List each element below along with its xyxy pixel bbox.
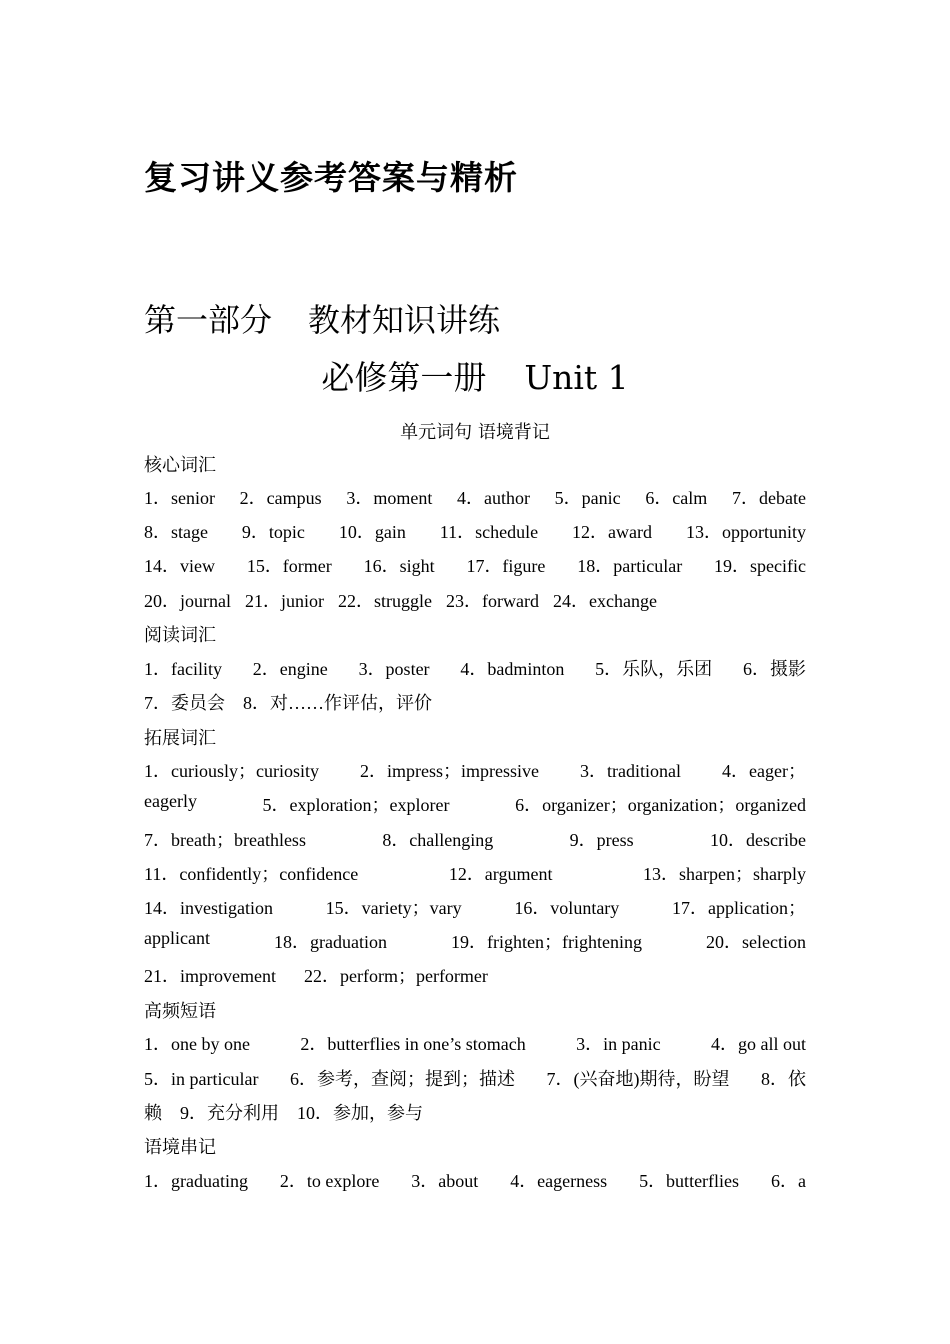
- reading-line-1: [144, 655, 806, 681]
- list-item: 10．gain: [338, 522, 406, 542]
- list-item: 6．摄影: [742, 659, 806, 679]
- list-item: 4．author: [457, 488, 530, 508]
- extended-line-6: [144, 928, 806, 954]
- list-item: 22．struggle: [338, 591, 432, 611]
- book-name: 必修第一册: [321, 358, 487, 397]
- section-subtitle: 单元词句 语境背记: [400, 422, 550, 443]
- list-item: 10．参加，参与: [297, 1103, 423, 1123]
- list-item: 2．engine: [252, 659, 328, 679]
- list-item: 2．impress；impressive: [360, 761, 539, 781]
- list-item: 16．voluntary: [514, 898, 620, 918]
- list-item: 7．委员会: [144, 693, 225, 713]
- list-item: 3．about: [411, 1171, 479, 1191]
- list-item: 14．view: [144, 556, 215, 576]
- list-item: 赖: [144, 1103, 162, 1123]
- phrases-line-3: [144, 1099, 806, 1125]
- list-item: 3．in panic: [576, 1034, 661, 1054]
- list-item: 1．graduating: [144, 1171, 248, 1191]
- list-item: 19．frighten；frightening: [451, 932, 642, 952]
- book-title: [0, 352, 950, 399]
- part-label: 第一部分: [144, 301, 273, 339]
- list-item: 18．graduation: [274, 932, 387, 952]
- list-item: 17．figure: [466, 556, 546, 576]
- phrases-line-2: [144, 1065, 806, 1091]
- part-title: [144, 295, 500, 341]
- list-item: 8．stage: [144, 522, 208, 542]
- list-item: 13．sharpen；sharply: [643, 864, 806, 884]
- list-item: 20．selection: [705, 932, 806, 952]
- list-item: 10．describe: [710, 830, 806, 850]
- list-item: 21．junior: [245, 591, 324, 611]
- extended-line-1: [144, 757, 806, 783]
- context-line-1: [144, 1167, 806, 1193]
- context-heading: 语境串记: [144, 1137, 216, 1158]
- list-item: 8．对……作评估，评价: [243, 693, 432, 713]
- reading-line-2: [144, 689, 806, 715]
- list-item: 1．senior: [144, 488, 215, 508]
- list-item: 6．organizer；organization；organized: [515, 795, 806, 815]
- list-item: 4．go all out: [710, 1034, 806, 1054]
- list-item: 2．to explore: [279, 1171, 380, 1191]
- list-item: 12．award: [572, 522, 653, 542]
- core-line-4: [144, 587, 806, 613]
- extended-line-2: [144, 791, 806, 817]
- list-item: 5．乐队，乐团: [595, 659, 713, 679]
- core-vocabulary-heading: 核心词汇: [144, 455, 216, 476]
- extended-line-7: [144, 962, 806, 988]
- list-item: 1．curiously；curiosity: [144, 761, 319, 781]
- list-item: eagerly: [144, 791, 197, 811]
- list-item: 6．参考，查阅；提到；描述: [289, 1069, 515, 1089]
- list-item: 15．former: [246, 556, 332, 576]
- list-item: 5．in particular: [144, 1069, 259, 1089]
- list-item: 4．eagerness: [510, 1171, 608, 1191]
- list-item: 7．(兴奋地)期待，盼望: [546, 1069, 730, 1089]
- list-item: 22．perform；performer: [303, 966, 488, 986]
- list-item: 15．variety；vary: [325, 898, 462, 918]
- list-item: 11．confidently；confidence: [144, 864, 359, 884]
- list-item: 16．sight: [363, 556, 435, 576]
- list-item: 2．campus: [239, 488, 322, 508]
- phrases-line-1: [144, 1030, 806, 1056]
- list-item: 17．application；: [671, 898, 806, 918]
- list-item: 7．debate: [731, 488, 806, 508]
- list-item: 18．particular: [577, 556, 683, 576]
- list-item: 2．butterflies in one’s stomach: [300, 1034, 526, 1054]
- list-item: 5．butterflies: [639, 1171, 740, 1191]
- list-item: 3．moment: [346, 488, 433, 508]
- list-item: 6．calm: [645, 488, 708, 508]
- reading-vocabulary-heading: 阅读词汇: [144, 625, 216, 646]
- core-line-2: [144, 518, 806, 544]
- list-item: 14．investigation: [144, 898, 273, 918]
- list-item: 23．forward: [446, 591, 539, 611]
- list-item: 8．challenging: [382, 830, 494, 850]
- document-title: 复习讲义参考答案与精析: [144, 158, 518, 197]
- list-item: 13．opportunity: [685, 522, 806, 542]
- list-item: 5．panic: [554, 488, 621, 508]
- list-item: 21．improvement: [144, 966, 276, 986]
- core-line-1: [144, 484, 806, 510]
- list-item: 9．press: [569, 830, 634, 850]
- list-item: 24．exchange: [552, 591, 657, 611]
- list-item: 6．a: [770, 1171, 806, 1191]
- list-item: 3．traditional: [580, 761, 681, 781]
- list-item: 19．specific: [714, 556, 806, 576]
- list-item: applicant: [144, 928, 210, 948]
- list-item: 11．schedule: [439, 522, 539, 542]
- list-item: 1．one by one: [144, 1034, 250, 1054]
- part-name: 教材知识讲练: [308, 301, 501, 339]
- core-line-3: [144, 552, 806, 578]
- list-item: 8．依: [760, 1069, 806, 1089]
- extended-line-3: [144, 826, 806, 852]
- list-item: 4．badminton: [460, 659, 565, 679]
- list-item: 1．facility: [144, 659, 222, 679]
- list-item: 9．topic: [241, 522, 305, 542]
- list-item: 5．exploration；explorer: [262, 795, 450, 815]
- list-item: 4．eager；: [722, 761, 806, 781]
- extended-vocabulary-heading: 拓展词汇: [144, 728, 216, 749]
- list-item: 12．argument: [448, 864, 553, 884]
- list-item: 20．journal: [144, 591, 231, 611]
- phrases-heading: 高频短语: [144, 1001, 216, 1022]
- list-item: 3．poster: [358, 659, 430, 679]
- extended-line-5: [144, 894, 806, 920]
- list-item: 9．充分利用: [180, 1103, 279, 1123]
- unit-label: Unit 1: [524, 358, 629, 397]
- extended-line-4: [144, 860, 806, 886]
- list-item: 7．breath；breathless: [144, 830, 306, 850]
